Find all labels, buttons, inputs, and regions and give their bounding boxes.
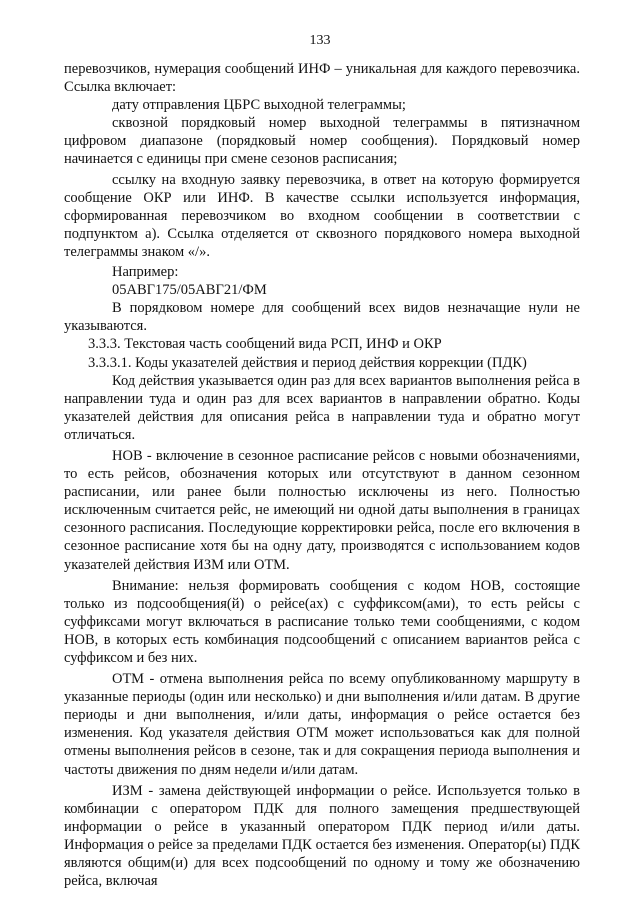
section-heading-3-3-3: 3.3.3. Текстовая часть сообщений вида РСП, ИНФ и ОКР — [88, 336, 442, 353]
list-item-date: дату отправления ЦБРС выходной телеграммы; — [112, 97, 406, 114]
page-number: 133 — [309, 33, 331, 48]
list-item-serial-number: сквозной порядковый номер выходной телеграммы в пятизначном цифровом диапазоне (порядковый номер сообщения). Порядковый номер начинается с единицы при смене сезонов расписания; — [64, 115, 580, 168]
document-body — [64, 60, 580, 890]
section-heading-3-3-3-1: 3.3.3.1. Коды указателей действия и период действия коррекции (ПДК) — [88, 354, 527, 371]
paragraph-otm: ОТМ - отмена выполнения рейса по всему опубликованному маршруту в указанные периоды (один или несколько) и дни выполнения и/или датам. В другие периоды и дни выполнения, и/или даты, информация о рейсе остается без изменения. Код указателя действия ОТМ может использоваться как для полной отмены выполнения рейсов в сезоне, так и для сокращения периода выполнения и частоты движения по дням недели и/или датам. — [64, 671, 580, 778]
paragraph-izm: ИЗМ - замена действующей информации о рейсе. Используется только в комбинации с оператором ПДК для полного замещения предшествующей информации о рейсе в указанный оператором ПДК период и/или даты. Информация о рейсе за пределами ПДК остается без изменения. Оператор(ы) ПДК являются общим(и) для всех подсообщений по одному и тому же обозначению рейса, включая — [64, 782, 580, 890]
example-value: 05АВГ175/05АВГ21/ФМ — [112, 282, 267, 299]
paragraph-attention: Внимание: нельзя формировать сообщения с кодом НОВ, состоящие только из подсообщения(й) о рейсе(ах) с суффиксом(ами), то есть рейсы с суффиксами могут включаться в расписание только теми сообщениями, с кодом НОВ, в которых есть комбинация подсообщений с описанием вариантов рейса с суффиксом и без них. — [64, 577, 580, 666]
list-item-reference: ссылку на входную заявку перевозчика, в ответ на которую формируется сообщение ОКР или ИНФ. В качестве ссылки используется информация, сформированная перевозчиком во входном сообщении в соответствии с подпунктом а). Ссылка отделяется от сквозного порядкового номера выходной телеграммы знаком «/». — [64, 171, 580, 260]
paragraph-zeros: В порядковом номере для сообщений всех видов незначащие нули не указываются. — [64, 300, 580, 335]
example-label: Например: — [112, 264, 179, 281]
paragraph-action-code: Код действия указывается один раз для всех вариантов выполнения рейса в направлении туда и один раз для всех вариантов в направлении обратно. Коды указателей действия для описания рейса в направлении туда и обратно могут отличаться. — [64, 372, 580, 443]
paragraph-nov: НОВ - включение в сезонное расписание рейсов с новыми обозначениями, то есть рейсов, обозначения которых или отсутствуют в данном сезонном расписании, или ранее были полностью исключены из него. Полностью исключенным считается рейс, не имеющий ни одной даты выполнения в границах сезонного расписания. Последующие корректировки рейса, после его включения в сезонное расписание хотя бы на одну дату, производятся с использованием кодов указателей действия ИЗМ или ОТМ. — [64, 447, 580, 573]
paragraph-continuation: перевозчиков, нумерация сообщений ИНФ – уникальная для каждого перевозчика. Ссылка включает: — [64, 61, 580, 96]
